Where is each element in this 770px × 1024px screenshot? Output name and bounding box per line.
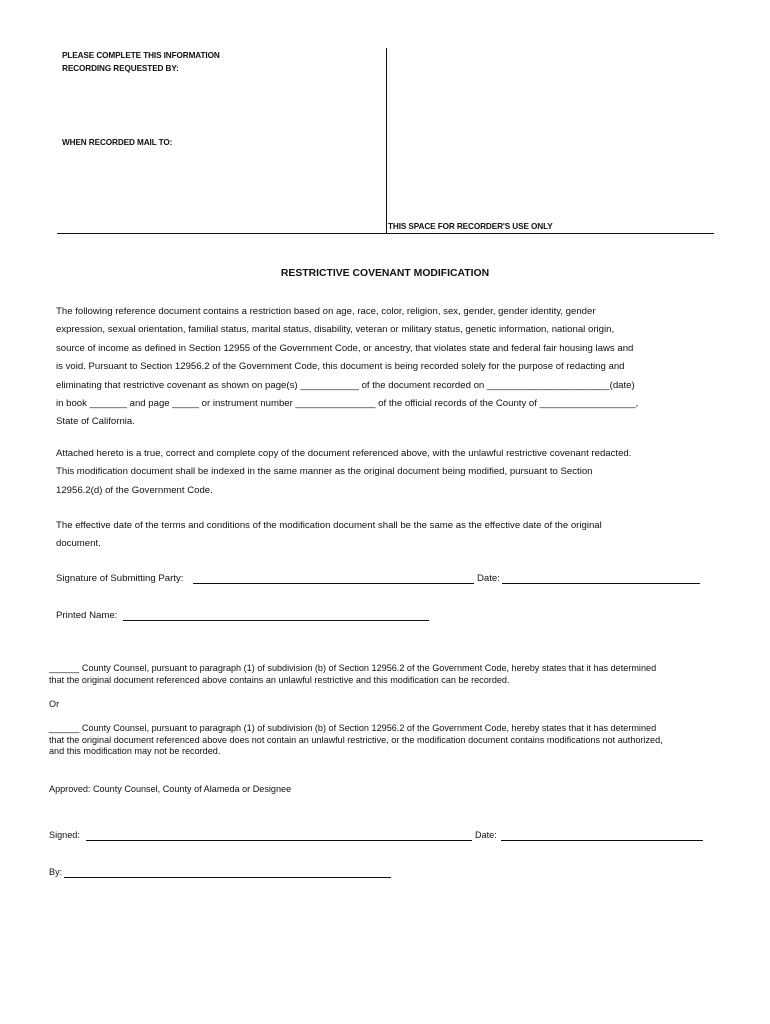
recorders-use-only-label: THIS SPACE FOR RECORDER'S USE ONLY: [388, 222, 553, 231]
paragraph-2: [56, 445, 716, 500]
paragraph-2-line: 12956.2(d) of the Government Code.: [56, 484, 213, 496]
header-bottom-rule: [57, 233, 714, 234]
document-title: RESTRICTIVE COVENANT MODIFICATION: [280, 268, 490, 279]
paragraph-3-line: The effective date of the terms and conditions of the modification document shall be the same as the effective date of the original: [56, 520, 602, 531]
header-vertical-divider: [386, 48, 387, 234]
paragraph-1-line: State of California.: [56, 416, 135, 428]
signed-field[interactable]: [86, 840, 472, 841]
counsel-option-2-line: that the original document referenced above does not contain an unlawful restrictive, or the modification document contains modifications not authorized,: [49, 734, 663, 745]
paragraph-1-line[interactable]: in book _______ and page _____ or instrument number _______________ of the official records of the County of __________________,: [56, 397, 639, 409]
paragraph-1-line: source of income as defined in Section 12955 of the Government Code, or ancestry, that violates state and federal fair housing laws and: [56, 342, 634, 354]
paragraph-1-line[interactable]: eliminating that restrictive covenant as shown on page(s) ___________ of the document recorded on _______________________(date): [56, 379, 635, 391]
counsel-option-2-line: and this modification may not be recorded.: [49, 746, 221, 757]
counsel-option-2-line: ______ County Counsel, pursuant to paragraph (1) of subdivision (b) of Section 12956.2 of the Government Code, hereby states that it has determined: [49, 723, 657, 733]
when-recorded-mail-to-label: WHEN RECORDED MAIL TO:: [62, 138, 173, 147]
signed-date-field[interactable]: [501, 840, 703, 841]
signature-submitting-label: Signature of Submitting Party:: [56, 573, 184, 584]
paragraph-3-line: document.: [56, 538, 101, 550]
paragraph-1: [56, 303, 716, 432]
signed-date-label: Date:: [475, 830, 497, 840]
printed-name-field[interactable]: [123, 620, 429, 621]
counsel-option-2[interactable]: [49, 723, 663, 758]
submitting-date-label: Date:: [477, 573, 500, 584]
approved-label: Approved: County Counsel, County of Alameda or Designee: [49, 784, 292, 794]
paragraph-3: [56, 517, 716, 554]
please-complete-label: PLEASE COMPLETE THIS INFORMATION: [62, 51, 220, 60]
counsel-option-1[interactable]: [49, 663, 656, 686]
paragraph-1-line: expression, sexual orientation, familial status, marital status, disability, veteran or military status, genetic information, national origin,: [56, 324, 615, 336]
paragraph-1-line: The following reference document contains a restriction based on age, race, color, religion, sex, gender, gender identity, gender: [56, 306, 596, 317]
submitting-date-field[interactable]: [502, 583, 700, 584]
by-field[interactable]: [64, 877, 391, 878]
by-label: By:: [49, 867, 63, 877]
or-label: Or: [49, 699, 60, 709]
paragraph-2-line: Attached hereto is a true, correct and complete copy of the document referenced above, with the unlawful restrictive covenant redacted.: [56, 448, 632, 459]
counsel-option-1-line: that the original document referenced above contains an unlawful restrictive and this modification can be recorded.: [49, 674, 510, 685]
paragraph-1-line: is void. Pursuant to Section 12956.2 of the Government Code, this document is being recorded solely for the purpose of redacting and: [56, 361, 625, 373]
counsel-option-1-line: ______ County Counsel, pursuant to paragraph (1) of subdivision (b) of Section 12956.2 of the Government Code, hereby states that it has determined: [49, 663, 657, 673]
signed-label: Signed:: [49, 830, 80, 840]
printed-name-label: Printed Name:: [56, 610, 118, 621]
recording-requested-by-label: RECORDING REQUESTED BY:: [62, 64, 179, 73]
signature-submitting-field[interactable]: [193, 583, 474, 584]
paragraph-2-line: This modification document shall be indexed in the same manner as the original document being modified, pursuant to Section: [56, 466, 593, 478]
